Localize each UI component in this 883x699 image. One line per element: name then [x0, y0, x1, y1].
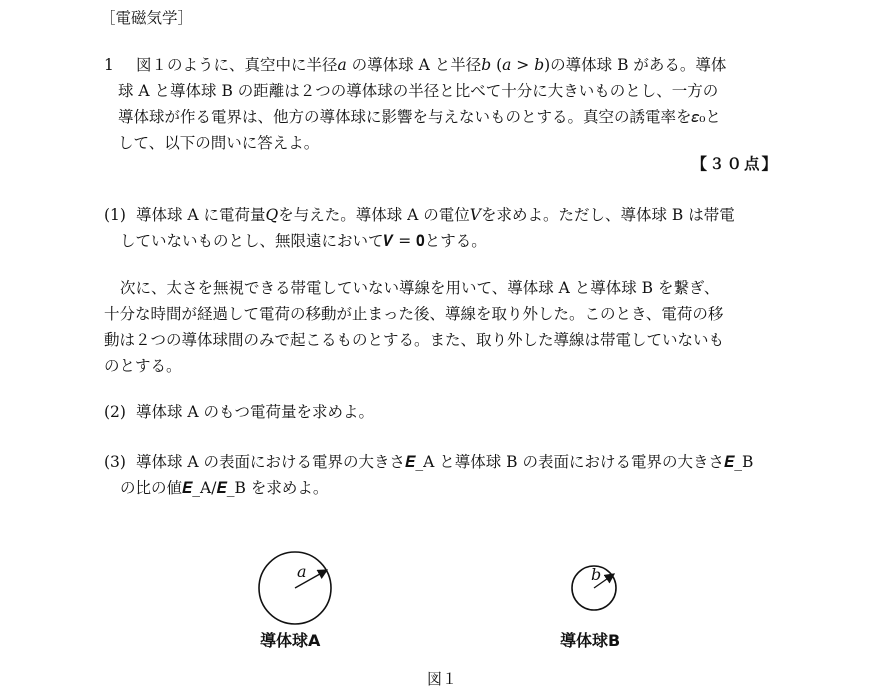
q1-line-2: していないものとし、無限遠において𝑽 = 𝟎とする。 [120, 232, 487, 250]
problem-number: 1 [104, 56, 114, 74]
q2-text: 導体球 A のもつ電荷量を求めよ。 [136, 403, 375, 421]
figure-caption: 図１ [427, 670, 458, 688]
middle-line-3: 動は２つの導体球間のみで起こるものとする。また、取り外した導線は帯電していないも [104, 331, 725, 349]
problem-line-1: 図１のように、真空中に半径𝑎 の導体球 A と半径𝑏 (𝑎 > 𝑏)の導体球 B がある。導体 [136, 56, 727, 74]
middle-line-4: のとする。 [104, 357, 182, 375]
points-badge: 【３０点】 [691, 154, 779, 173]
section-header: ［電磁気学］ [100, 9, 194, 27]
middle-line-2: 十分な時間が経過して電荷の移動が止まった後、導線を取り外した。このとき、電荷の移 [104, 305, 724, 323]
sphere-b-name: 導体球B [560, 631, 621, 650]
radius-b-label: b [591, 565, 602, 584]
q3-line-2: の比の値𝑬_A/𝑬_B を求めよ。 [120, 479, 329, 497]
q3-label: (3) [104, 453, 126, 471]
radius-a-label: a [297, 562, 307, 581]
problem-line-4: して、以下の問いに答えよ。 [118, 134, 320, 152]
q1-line-1: 導体球 A に電荷量𝑄を与えた。導体球 A の電位𝑉を求めよ。ただし、導体球 B は帯電 [136, 206, 735, 224]
q1-label: (1) [104, 206, 126, 224]
middle-line-1: 次に、太さを無視できる帯電していない導線を用いて、導体球 A と導体球 B を繋ぎ、 [120, 279, 720, 297]
q2-label: (2) [104, 403, 126, 421]
q3-line-1: 導体球 A の表面における電界の大きさ𝑬_A と導体球 B の表面における電界の大きさ𝑬_B [136, 453, 754, 471]
problem-line-2: 球 A と導体球 B の距離は２つの導体球の半径と比べて十分に大きいものとし、一方の [118, 82, 719, 100]
sphere-a-name: 導体球A [260, 631, 321, 650]
problem-line-3: 導体球が作る電界は、他方の導体球に影響を与えないものとする。真空の誘電率を𝜀₀と [118, 108, 721, 126]
